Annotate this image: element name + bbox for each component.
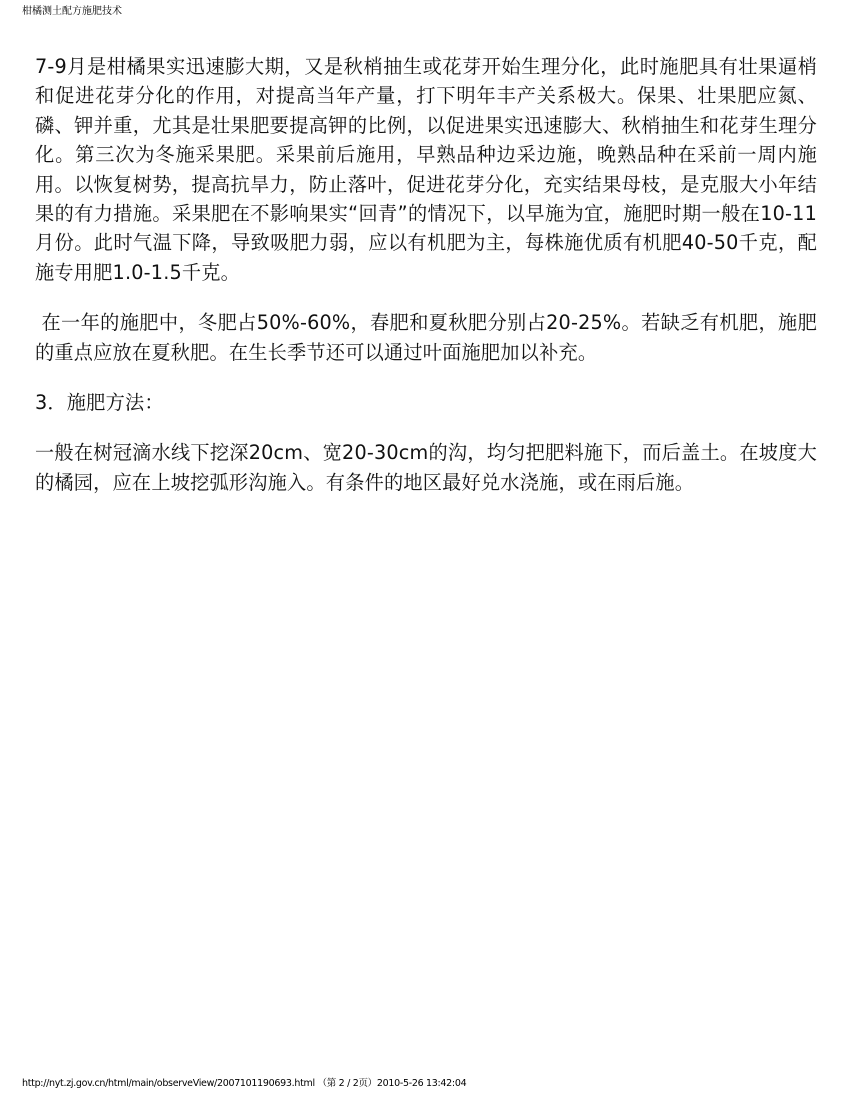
paragraph-fertilizing-periods: 7-9月是柑橘果实迅速膨大期，又是秋梢抽生或花芽开始生理分化，此时施肥具有壮果逼梢和促进花芽分化的作用，对提高当年产量，打下明年丰产关系极大。保果、壮果肥应氮、磷、钾并重，尤其是壮果肥要提高钾的比例，以促进果实迅速膨大、秋梢抽生和花芽生理分化。第三次为冬施采果肥。采果前后施用，早熟品种边采边施，晚熟品种在采前一周内施用。以恢复树势，提高抗旱力，防止落叶，促进花芽分化，充实结果母枝，是克服大小年结果的有力措施。采果肥在不影响果实“回青”的情况下，以早施为宜，施肥时期一般在10-11月份。此时气温下降，导致吸肥力弱，应以有机肥为主，每株施优质有机肥40-50千克，配施专用肥1.0-1.5千克。 (35, 55, 817, 284)
page-header-title: 柑橘测土配方施肥技术 (22, 6, 122, 17)
paragraph-fertilizer-ratio: 在一年的施肥中，冬肥占50%-60%，春肥和夏秋肥分别占20-25%。若缺乏有机肥，施肥的重点应放在夏秋肥。在生长季节还可以通过叶面施肥加以补充。 (35, 311, 817, 364)
article-body (35, 52, 817, 497)
paragraph-fertilizing-method: 一般在树冠滴水线下挖深20cm、宽20-30cm的沟，均匀把肥料施下，而后盖土。在坡度大的橘园，应在上坡挖弧形沟施入。有条件的地区最好兑水浇施，或在雨后施。 (35, 441, 817, 494)
page-footer-url: http://nyt.zj.gov.cn/html/main/observeView/2007101190693.html （第 2 / 2页）2010-5-26 13:42:04 (22, 1078, 467, 1089)
section-heading-fertilizing-method: 3．施肥方法： (35, 391, 164, 415)
